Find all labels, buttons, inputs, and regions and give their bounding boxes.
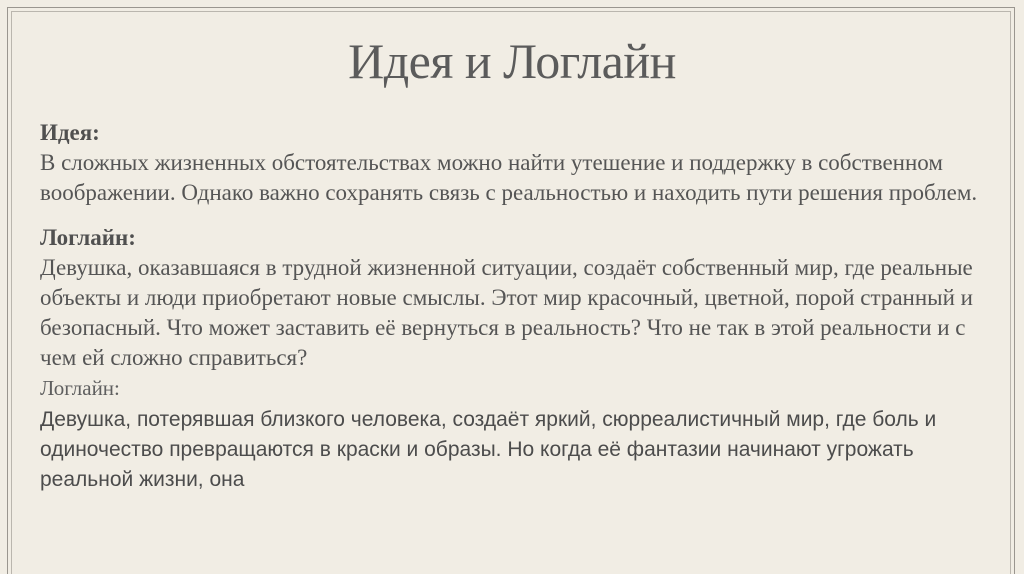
logline-heading: Логлайн: <box>40 225 136 250</box>
idea-text: В сложных жизненных обстоятельствах можно найти утешение и поддержку в собственном воображении. Однако важно сохранять связь с реальностью и находить пути решения проблем. <box>40 150 978 205</box>
logline-alt-heading: Логлайн: <box>40 376 120 400</box>
logline-text: Девушка, оказавшаяся в трудной жизненной ситуации, создаёт собственный мир, где реальные объекты и люди приобретают новые смыслы. Этот мир красочный, цветной, порой странный и безопасный. Что может заставить её вернуться в реальность? Что не так в этой реальности и с чем ей сложно справиться? <box>40 255 973 370</box>
slide-title: Идея и Логлайн <box>348 33 676 89</box>
idea-heading: Идея: <box>40 120 100 145</box>
logline-alt-text: Девушка, потерявшая близкого человека, создаёт яркий, сюрреалистичный мир, где боль и одиночество превращаются в краски и образы. Но когда её фантазии начинают угрожать реальной жизни, она <box>40 408 937 491</box>
slide-content <box>40 118 990 495</box>
